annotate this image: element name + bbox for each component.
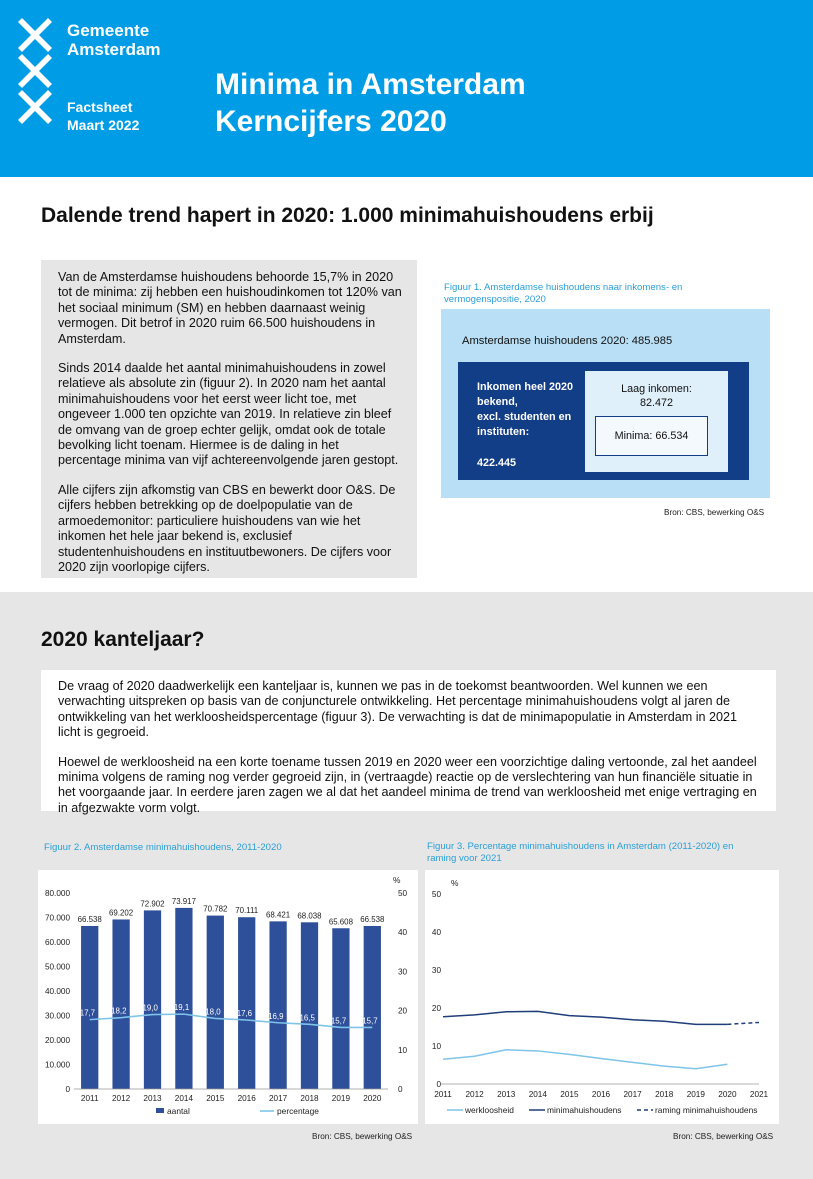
y-tick-label: 30.000 [44,1011,70,1021]
page-header [0,0,813,177]
known-label-line: excl. studenten en [477,411,572,423]
org-name [67,21,161,59]
figure3-svg [425,870,779,1124]
kanteljaar-textbox [41,670,776,815]
kanteljaar-paragraph: Hoewel de werkloosheid na een korte toename tussen 2019 en 2020 weer een voorzichtige daling vertoonde, zal het aandeel minima volgens de raming nog verder gegroeid zijn, in (vertraagde) reactie op de verslechtering van hun financiële situatie in het voorgaande jaar. In eerdere jaren zagen we al dat het aandeel minima de trend van werkloosheid met enige vertraging en in afgezwakte vorm volgt. [58,754,757,815]
bar [332,928,349,1089]
low-income-box [585,371,728,472]
y-tick-label: 0 [436,1080,441,1089]
y2-tick-label: 50 [398,889,408,898]
known-label-line: Inkomen heel 2020 [477,381,574,393]
x-tick-label: 2013 [143,1094,162,1103]
y-tick-label: 0 [65,1085,70,1094]
werkloosheid-line [443,1050,727,1069]
factsheet-label [67,98,139,134]
bar-data-label: 68.421 [266,910,291,920]
section2-heading: 2020 kanteljaar? [41,628,205,651]
legend-minima-label: minimahuishoudens [547,1105,622,1115]
x-tick-label: 2020 [718,1090,737,1099]
y2-tick-label: 40 [398,928,408,938]
y-tick-label: 40.000 [44,987,70,996]
y-axis-unit: % [451,878,459,888]
y-tick-label: 20 [431,1004,441,1013]
kanteljaar-paragraph: De vraag of 2020 daadwerkelijk een kanteljaar is, kunnen we pas in de toekomst beantwoorden. Wel kunnen we een verwachting uitspreken op basis van de conjuncturele ontwikkeling. Het percentage minimahuishoudens volgt al jaren de ontwikkeling van het werkloosheidspercentage (figuur 3). De verwachting is dat de minimapopulatie in Amsterdam in 2021 licht is gegroeid. [58,679,738,740]
y-tick-label: 70.000 [44,913,70,923]
line-data-label: 15,7 [362,1016,378,1026]
org-line-2: Amsterdam [67,40,161,59]
legend-raming-label: raming minimahuishoudens [655,1105,758,1115]
x-tick-label: 2015 [560,1090,579,1099]
intro-paragraph: Van de Amsterdamse huishoudens behoorde 15,7% in 2020 tot de minima: zij hebben een huishoudinkomen tot 120% van het sociaal minimum (SM) en hebben daarnaast weinig vermogen. Dit betrof in 2020 ruim 66.500 huishoudens in Amsterdam. [58,270,402,346]
bar [112,919,129,1089]
cross-icon [18,54,52,88]
intro-textbox [41,260,417,578]
bar-data-label: 70.782 [203,904,228,914]
figure1-caption: Figuur 1. Amsterdamse huishoudens naar inkomens- en vermogenspositie, 2020 [444,282,683,305]
legend-line-label: percentage [277,1106,319,1116]
bar [207,916,224,1089]
raming-line [727,1022,759,1024]
y2-tick-label: 0 [398,1085,403,1094]
minimahuishoudens-line [443,1011,727,1024]
amsterdam-logo [18,18,52,126]
bar [81,926,98,1089]
low-income-label [585,382,728,410]
x-tick-label: 2014 [528,1090,547,1099]
x-tick-label: 2018 [300,1094,319,1103]
y-tick-label: 40 [431,928,441,937]
minima-box: Minima: 66.534 [595,416,708,456]
bar [238,917,255,1089]
line-data-label: 19,1 [173,1003,190,1013]
line-data-label: 19,0 [142,1003,158,1013]
x-tick-label: 2017 [623,1090,642,1099]
bar-data-label: 70.111 [235,906,259,916]
x-tick-label: 2018 [655,1090,674,1099]
x-tick-label: 2019 [331,1094,351,1103]
x-tick-label: 2011 [80,1094,99,1103]
title-line-2: Kerncijfers 2020 [215,105,447,138]
title-line-1: Minima in Amsterdam [215,68,526,101]
known-label-line: instituten: [477,426,530,438]
factsheet-date: Maart 2022 [67,117,140,133]
y-tick-label: 10.000 [44,1060,70,1070]
y-tick-label: 30 [431,966,441,975]
figure3-source: Bron: CBS, bewerking O&S [673,1132,774,1141]
legend-werkloosheid-label: werkloosheid [465,1105,514,1115]
line-data-label: 17,7 [79,1008,96,1018]
figure2-caption: Figuur 2. Amsterdamse minimahuishoudens, 2011-2020 [44,842,282,853]
figure1-source: Bron: CBS, bewerking O&S [664,508,765,517]
y-tick-label: 80.000 [44,889,70,898]
bar [144,910,161,1089]
bar-data-label: 66.538 [360,914,385,924]
x-tick-label: 2016 [237,1094,256,1103]
y2-tick-label: 10 [398,1045,408,1055]
legend-bar-swatch [156,1108,164,1113]
y2-tick-label: 30 [398,967,408,977]
factsheet-text: Factsheet [67,99,133,115]
x-tick-label: 2017 [268,1094,288,1103]
figure3-chart [425,870,779,1124]
y-tick-label: 50 [431,890,441,899]
line-data-label: 18,2 [111,1006,127,1016]
bar [301,922,318,1089]
y-tick-label: 60.000 [44,938,70,947]
known-income-label [477,380,573,440]
section1-heading: Dalende trend hapert in 2020: 1.000 minimahuishoudens erbij [41,204,654,227]
x-tick-label: 2011 [434,1090,452,1099]
x-tick-label: 2013 [497,1090,516,1099]
figure2-source: Bron: CBS, bewerking O&S [312,1132,413,1141]
bar [364,926,381,1089]
bar [269,921,286,1089]
bar-data-label: 73.917 [171,896,196,906]
intro-paragraph: Sinds 2014 daalde het aantal minimahuishoudens in zowel relatieve als absolute zin (figuur 2). In 2020 nam het aantal minimahuishoudens voor het eerst weer licht toe, met ongeveer 1.000 ten opzichte van 2019. In relatieve zin bleef de omvang van de groep echter gelijk, omdat ook de totale bevolking licht toenam. Hiermee is de daling in het percentage minima van vijf achtereenvolgende jaren gestopt. [58,361,399,468]
x-tick-label: 2021 [749,1090,769,1099]
line-data-label: 15,7 [330,1016,347,1026]
cross-icon [18,18,52,52]
x-tick-label: 2016 [591,1090,611,1099]
line-data-label: 17,6 [236,1009,253,1019]
x-tick-label: 2012 [111,1094,131,1103]
known-income-value: 422.445 [477,457,517,469]
bar-data-label: 66.538 [77,914,102,924]
bar-data-label: 68.038 [297,911,322,921]
intro-paragraph: Alle cijfers zijn afkomstig van CBS en bewerkt door O&S. De cijfers hebben betrekking op de doelpopulatie van de armoedemonitor: particuliere huishoudens van wie het inkomen het hele jaar bekend is, exclusief studentenhuishoudens en instituutbewoners. De cijfers voor 2020 zijn voorlopige cijfers. [58,482,396,574]
line-data-label: 16,5 [299,1013,315,1023]
x-tick-label: 2012 [465,1090,484,1099]
y-tick-label: 20.000 [44,1036,70,1045]
right-axis-unit: % [393,875,401,885]
figure3-caption: Figuur 3. Percentage minimahuishoudens in Amsterdam (2011-2020) en raming voor 2021 [427,841,734,864]
total-households-label: Amsterdamse huishoudens 2020: 485.985 [462,335,673,347]
bar [175,908,192,1089]
cross-icon [18,90,52,124]
y-tick-label: 10 [431,1042,441,1051]
x-tick-label: 2019 [686,1090,705,1099]
known-income-box [458,362,749,480]
low-income-value: 82.472 [639,397,674,409]
x-tick-label: 2014 [174,1094,194,1103]
org-line-1: Gemeente [67,21,150,40]
low-income-text: Laag inkomen: [621,383,692,395]
line-data-label: 16,9 [268,1011,284,1021]
y2-tick-label: 20 [398,1006,408,1016]
x-tick-label: 2020 [363,1094,382,1103]
bar-data-label: 65.608 [328,917,353,927]
page-title [215,66,526,140]
figure2-chart [38,870,418,1124]
figure2-svg [38,870,418,1124]
line-data-label: 18,0 [205,1007,221,1017]
bar-data-label: 72.902 [140,899,165,909]
x-tick-label: 2015 [206,1094,225,1103]
bar-data-label: 69.202 [109,908,134,918]
known-label-line: bekend, [477,396,518,408]
figure1-diagram [441,309,770,498]
legend-bar-label: aantal [167,1106,190,1116]
y-tick-label: 50.000 [44,962,70,972]
